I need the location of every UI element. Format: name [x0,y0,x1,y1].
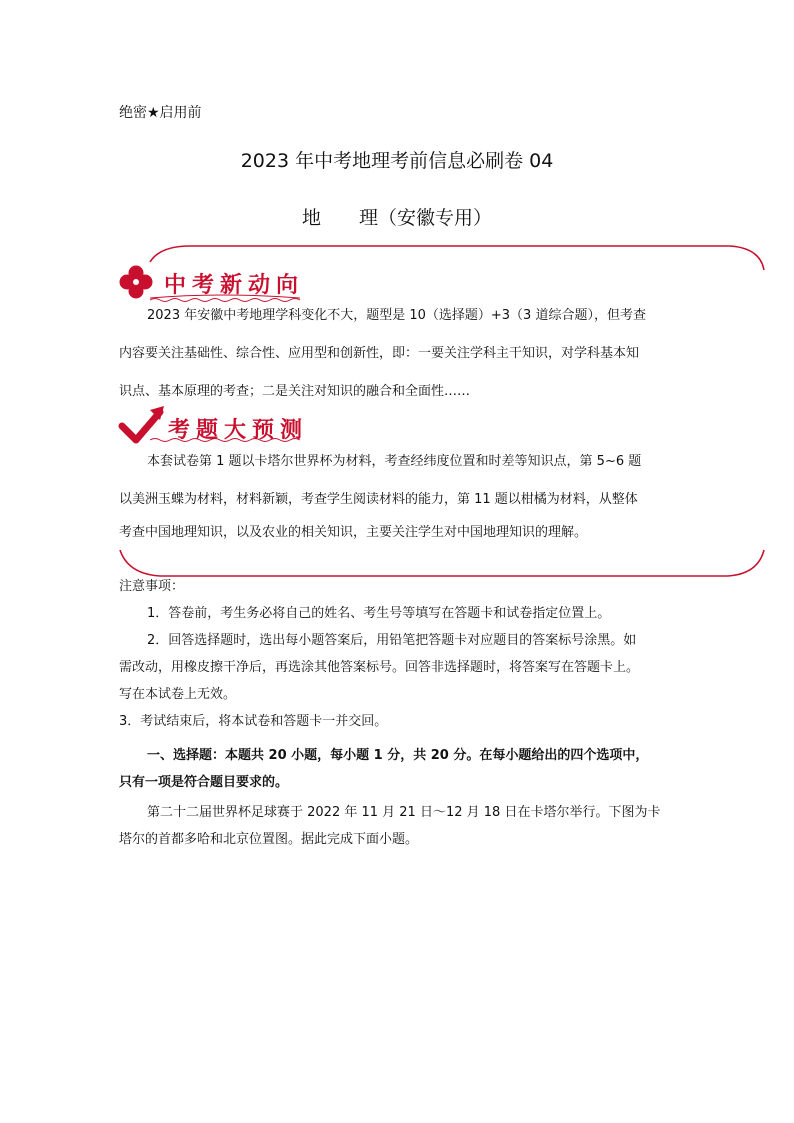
trends-line-2: 内容要关注基础性、综合性、应用型和创新性，即：一要关注学科主干知识，对学科基本知 [119,346,640,361]
trends-heading: 中考新动向 [164,273,305,298]
forecast-heading: 考题大预测 [168,418,309,443]
section-heading-line-1: 一、选择题：本题共 20 小题，每小题 1 分，共 20 分。在每小题给出的四个选项中， [147,748,649,763]
confidential-label: 绝密★启用前 [119,105,202,121]
question-intro-line-1: 第二十二届世界杯足球赛于 2022 年 11 月 21 日～12 月 18 日在卡塔尔举行。下图为卡 [147,805,661,820]
forecast-line-3: 考查中国地理知识，以及农业的相关知识，主要关注学生对中国地理知识的理解。 [119,525,588,540]
trends-line-1: 2023 年安徽中考地理学科变化不大，题型是 10（选择题）+3（3 道综合题），但考查 [147,308,646,323]
forecast-line-1: 本套试卷第 1 题以卡塔尔世界杯为材料，考查经纬度位置和时差等知识点，第 5~6 题 [147,454,642,469]
forecast-line-2: 以美洲玉蝶为材料，材料新颖，考查学生阅读材料的能力，第 11 题以柑橘为材料，从整体 [119,492,638,507]
notes-title: 注意事项： [119,579,185,594]
notes-line-3: 需改动，用橡皮擦干净后，再选涂其他答案标号。回答非选择题时，将答案写在答题卡上。 [119,660,640,675]
page-title: 2023 年中考地理考前信息必刷卷 04 [240,150,554,172]
page-subtitle: 地 理（安徽专用） [301,207,492,229]
notes-line-1: 1．答卷前，考生务必将自己的姓名、考生号等填写在答题卡和试卷指定位置上。 [147,606,611,621]
check-arrow-icon [118,404,166,446]
question-intro-line-2: 塔尔的首都多哈和北京位置图。据此完成下面小题。 [119,832,419,847]
flower-icon [118,264,154,300]
trends-line-3: 识点、基本原理的考查；二是关注对知识的融合和全面性…… [119,384,471,399]
notes-line-2: 2．回答选择题时，选出每小题答案后，用铅笔把答题卡对应题目的答案标号涂黑。如 [147,633,637,648]
notes-line-5: 3．考试结束后，将本试卷和答题卡一并交回。 [119,714,388,729]
notes-line-4: 写在本试卷上无效。 [119,687,237,702]
section-heading-line-2: 只有一项是符合题目要求的。 [119,775,289,790]
